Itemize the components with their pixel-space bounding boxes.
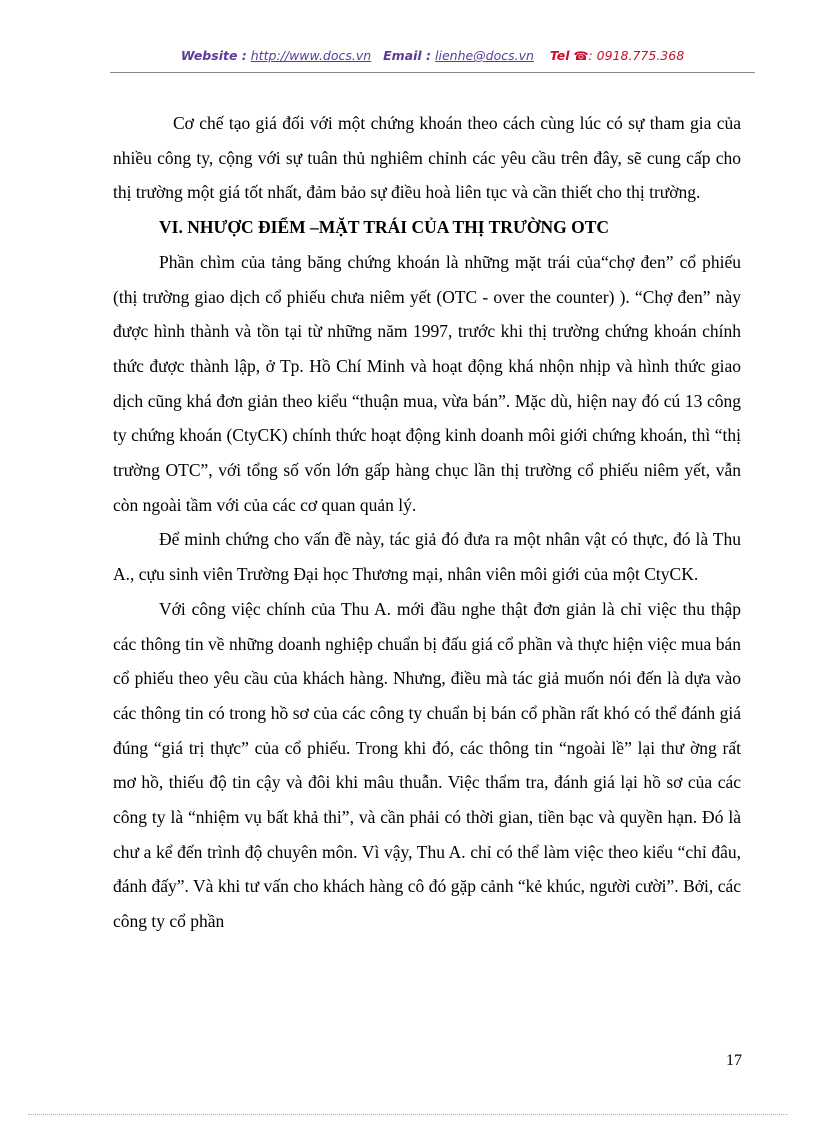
page-number: 17: [726, 1052, 742, 1069]
header-divider: [110, 72, 755, 73]
document-body: [113, 106, 741, 939]
paragraph-price-mechanism: Cơ chế tạo giá đối với một chứng khoán theo cách cùng lúc có sự tham gia của nhiều công ty, cộng với sự tuân thủ nghiêm chỉnh các yêu cầu trên đây, sẽ cung cấp cho thị trường một giá tốt nhất, đảm bảo sự điều hoà liên tục và cần thiết cho thị trường.: [113, 113, 741, 203]
phone-icon: ☎: [573, 49, 589, 63]
section-heading: VI. NHƯỢC ĐIỂM –MẶT TRÁI CỦA THỊ TRƯỜNG OTC: [159, 217, 610, 238]
footer-divider: [28, 1114, 788, 1115]
email-label: Email :: [383, 48, 432, 63]
paragraph-example-character: Để minh chứng cho vấn đề này, tác giả đó đưa ra một nhân vật có thực, đó là Thu A., cựu sinh viên Trường Đại học Thương mại, nhân viên môi giới của một CtyCK.: [113, 529, 741, 585]
paragraph-black-market: Phần chìm của tảng băng chứng khoán là những mặt trái của“chợ đen” cổ phiếu (thị trường giao dịch cổ phiếu chưa niêm yết (OTC - over the counter) ). “Chợ đen” này được hình thành và tồn tại từ những năm 1997, trước khi thị trường chứng khoán chính thức được thành lập, ở Tp. Hồ Chí Minh và hoạt động khá nhộn nhịp và hình thức giao dịch cũng khá đơn giản theo kiểu “thuận mua, vừa bán”. Mặc dù, hiện nay đó cú 13 công ty chứng khoán (CtyCK) chính thức hoạt động kinh doanh môi giới chứng khoán, thì “thị trường OTC”, với tổng số vốn lớn gấp hàng chục lần thị trường cổ phiếu niêm yết, vẫn còn ngoài tầm với của các cơ quan quản lý.: [113, 251, 741, 515]
tel-value: : 0918.775.368: [588, 48, 685, 63]
paragraph-broker-work: Với công việc chính của Thu A. mới đầu nghe thật đơn giản là chỉ việc thu thập các thông tin về những doanh nghiệp chuẩn bị đấu giá cổ phần và thực hiện việc mua bán cổ phiếu theo yêu cầu của khách hàng. Nhưng, điều mà tác giả muốn nói đến là dựa vào các thông tin có trong hồ sơ của các công ty chuẩn bị bán cổ phần rất khó có thể đánh giá đúng “giá trị thực” của cổ phiếu. Trong khi đó, các thông tin “ngoài lề” lại thư ờng rất mơ hồ, thiếu độ tin cậy và đôi khi mâu thuẫn. Việc thẩm tra, đánh giá lại hồ sơ của các công ty là “nhiệm vụ bất khả thi”, và cần phải có thời gian, tiền bạc và quyền hạn. Đó là chư a kể đến trình độ chuyên môn. Vì vậy, Thu A. chỉ có thể làm việc theo kiểu “chỉ đâu, đánh đấy”. Và khi tư vấn cho khách hàng cô đó gặp cảnh “kẻ khúc, người cười”. Bởi, các công ty cổ phần: [113, 598, 741, 932]
website-link[interactable]: http://www.docs.vn: [250, 48, 372, 63]
email-link[interactable]: lienhe@docs.vn: [435, 48, 534, 63]
tel-label: Tel: [549, 48, 570, 63]
website-label: Website :: [180, 48, 247, 63]
page-header: [110, 48, 755, 72]
